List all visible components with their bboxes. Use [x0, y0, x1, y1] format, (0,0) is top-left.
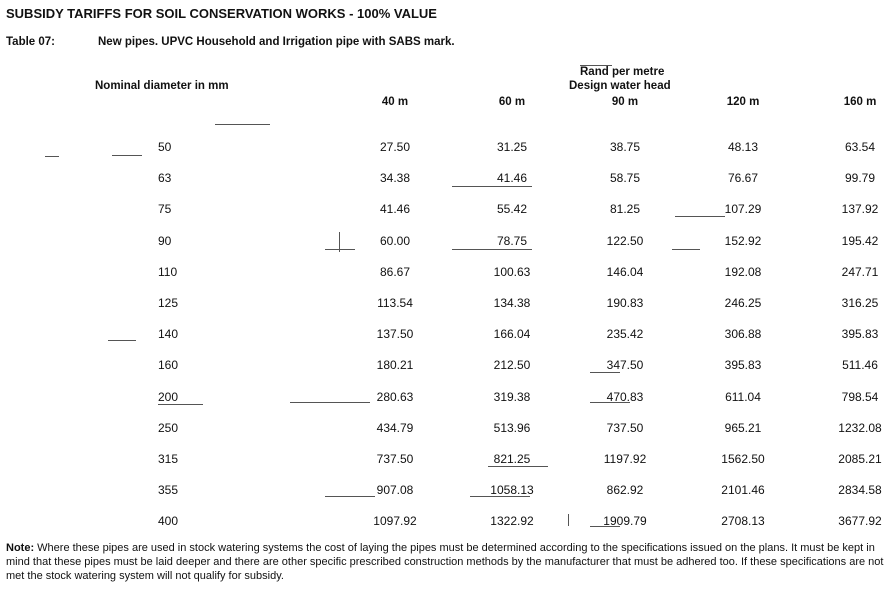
table-cell: 1232.08 — [838, 421, 882, 435]
table-cell: 113.54 — [377, 296, 413, 310]
table-cell: 511.46 — [842, 358, 878, 372]
note-text: Where these pipes are used in stock watering systems the cost of laying the pipes must be determined according to the specifications issued on the plans. It must be kept in mind that these pipes must be laid deeper and there are other specific prescribed construction methods by the manufacturer that must be adhered too. If these specifications are not met the stock watering system will not qualify for subsidy. — [6, 542, 884, 582]
table-cell: 55.42 — [496, 202, 528, 216]
table-cell: 246.25 — [724, 296, 762, 310]
table-cell: 1058.13 — [490, 483, 534, 497]
table-cell: 2708.13 — [721, 514, 765, 528]
scan-artifact — [488, 466, 548, 467]
table-cell: 2101.46 — [721, 483, 765, 497]
table-cell: 192.08 — [724, 265, 762, 279]
table-cell: 737.50 — [376, 452, 414, 466]
table-cell: 166.04 — [493, 327, 531, 341]
table-cell: 60.00 — [379, 234, 411, 248]
table-cell: 395.83 — [724, 358, 762, 372]
table-cell: 434.79 — [376, 421, 414, 435]
table-cell: 513.96 — [493, 421, 531, 435]
table-cell: 81.25 — [609, 202, 641, 216]
table-cell: 965.21 — [724, 421, 762, 435]
column-header-90m: 90 m — [611, 96, 639, 108]
table-cell: 100.63 — [493, 265, 531, 279]
table-cell: 3677.92 — [838, 514, 882, 528]
table-cell: 134.38 — [493, 296, 531, 310]
scan-artifact — [45, 156, 59, 157]
row-diameter: 200 — [158, 390, 179, 404]
table-cell: 31.25 — [496, 140, 528, 154]
scan-artifact — [158, 404, 203, 405]
row-diameter: 355 — [158, 483, 179, 497]
table-cell: 907.08 — [376, 483, 414, 497]
row-diameter: 140 — [158, 327, 179, 341]
table-cell: 280.63 — [376, 390, 414, 404]
table-cell: 1322.92 — [490, 514, 534, 528]
scan-artifact — [325, 249, 355, 250]
table-cell: 1097.92 — [373, 514, 417, 528]
row-diameter: 160 — [158, 358, 179, 372]
table-cell: 306.88 — [724, 327, 762, 341]
table-cell: 347.50 — [606, 358, 644, 372]
table-cell: 78.75 — [496, 234, 528, 248]
table-cell: 107.29 — [724, 202, 762, 216]
column-header-40m: 40 m — [381, 96, 409, 108]
row-diameter: 110 — [158, 265, 178, 279]
table-cell: 152.92 — [724, 234, 762, 248]
table-cell: 798.54 — [841, 390, 879, 404]
table-cell: 2834.58 — [838, 483, 882, 497]
table-cell: 1909.79 — [603, 514, 647, 528]
scan-artifact — [215, 124, 270, 125]
table-cell: 212.50 — [493, 358, 531, 372]
table-cell: 319.38 — [493, 390, 531, 404]
column-header-120m: 120 m — [726, 96, 760, 108]
table-cell: 1562.50 — [721, 452, 765, 466]
table-cell: 247.71 — [841, 265, 879, 279]
row-diameter: 90 — [158, 234, 172, 248]
table-cell: 86.67 — [379, 265, 411, 279]
scan-artifact — [452, 249, 532, 250]
row-diameter: 400 — [158, 514, 179, 528]
rand-per-metre-header: Rand per metre — [580, 66, 665, 78]
row-diameter: 315 — [158, 452, 179, 466]
scan-artifact — [672, 249, 700, 250]
table-cell: 737.50 — [606, 421, 644, 435]
scan-artifact — [675, 216, 725, 217]
row-diameter: 75 — [158, 202, 172, 216]
table-cell: 122.50 — [606, 234, 644, 248]
table-cell: 395.83 — [841, 327, 879, 341]
table-label: Table 07: — [6, 36, 55, 48]
table-cell: 146.04 — [606, 265, 644, 279]
table-cell: 76.67 — [727, 171, 759, 185]
scan-artifact — [108, 340, 136, 341]
table-cell: 58.75 — [609, 171, 641, 185]
table-cell: 190.83 — [606, 296, 644, 310]
table-cell: 137.50 — [376, 327, 414, 341]
table-cell: 821.25 — [493, 452, 531, 466]
table-cell: 235.42 — [606, 327, 644, 341]
footnote — [6, 541, 884, 583]
scan-artifact — [568, 514, 569, 526]
nominal-diameter-header: Nominal diameter in mm — [95, 80, 229, 92]
row-diameter: 125 — [158, 296, 179, 310]
row-diameter: 63 — [158, 171, 172, 185]
scan-artifact — [580, 65, 612, 66]
scan-artifact — [590, 372, 620, 373]
table-cell: 180.21 — [376, 358, 414, 372]
table-cell: 2085.21 — [838, 452, 882, 466]
table-cell: 27.50 — [379, 140, 411, 154]
table-cell: 41.46 — [379, 202, 411, 216]
table-cell: 63.54 — [844, 140, 876, 154]
table-cell: 195.42 — [841, 234, 879, 248]
table-cell: 137.92 — [841, 202, 879, 216]
scan-artifact — [112, 155, 142, 156]
scan-artifact — [452, 186, 532, 187]
table-cell: 1197.92 — [603, 452, 647, 466]
table-cell: 316.25 — [841, 296, 879, 310]
row-diameter: 50 — [158, 140, 172, 154]
column-header-60m: 60 m — [498, 96, 526, 108]
table-cell: 38.75 — [609, 140, 641, 154]
table-cell: 862.92 — [606, 483, 644, 497]
table-cell: 470.83 — [606, 390, 644, 404]
row-diameter: 250 — [158, 421, 179, 435]
table-cell: 611.04 — [725, 390, 761, 404]
table-cell: 34.38 — [379, 171, 411, 185]
table-cell: 48.13 — [727, 140, 759, 154]
table-description: New pipes. UPVC Household and Irrigation pipe with SABS mark. — [98, 36, 455, 48]
table-cell: 99.79 — [844, 171, 876, 185]
table-cell: 41.46 — [496, 171, 528, 185]
column-header-160m: 160 m — [843, 96, 877, 108]
note-label: Note: — [6, 542, 35, 554]
document-title: SUBSIDY TARIFFS FOR SOIL CONSERVATION WORKS - 100% VALUE — [6, 6, 437, 21]
design-water-head-header: Design water head — [569, 80, 671, 92]
scan-artifact — [339, 232, 340, 252]
